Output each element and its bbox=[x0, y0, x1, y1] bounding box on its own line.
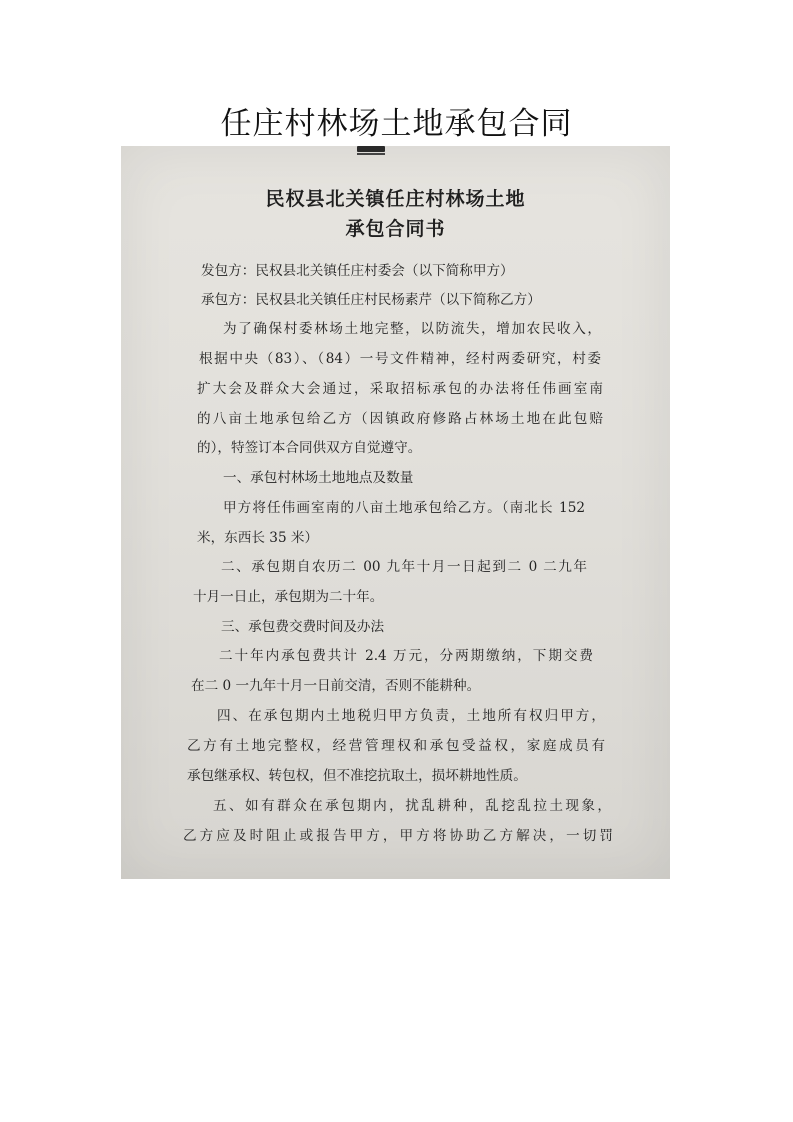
paper-tab-mark bbox=[357, 146, 385, 152]
section-heading: 一、承包村林场土地地点及数量 bbox=[223, 470, 414, 486]
page-title: 任庄村林场土地承包合同 bbox=[220, 106, 573, 142]
section-heading: 三、承包费交费时间及办法 bbox=[221, 619, 385, 635]
body-line: 乙方应及时阻止或报告甲方，甲方将协助乙方解决，一切罚 bbox=[183, 828, 613, 844]
body-line: 二、承包期自农历二 00 九年十月一日起到二 0 二九年 bbox=[221, 559, 587, 575]
body-line: 米，东西长 35 米） bbox=[197, 530, 319, 546]
body-line: 扩大会及群众大会通过，采取招标承包的办法将任伟画室南 bbox=[197, 381, 603, 397]
document-heading-line2: 承包合同书 bbox=[345, 218, 446, 240]
body-line: 十月一日止，承包期为二十年。 bbox=[193, 589, 384, 605]
body-line: 的八亩土地承包给乙方（因镇政府修路占林场土地在此包赔 bbox=[197, 411, 603, 427]
body-line: 甲方将任伟画室南的八亩土地承包给乙方。（南北长 152 bbox=[223, 500, 585, 516]
body-line: 二十年内承包费共计 2.4 万元，分两期缴纳，下期交费 bbox=[219, 648, 593, 664]
paper-tab-mark-line bbox=[357, 153, 385, 155]
body-line: 在二 0 一九年十月一日前交清，否则不能耕种。 bbox=[191, 678, 481, 694]
body-line: 根据中央（83）、（84）一号文件精神，经村两委研究，村委 bbox=[199, 351, 601, 367]
body-line: 的），特签订本合同供双方自觉遵守。 bbox=[197, 440, 422, 456]
party-b-line: 承包方：民权县北关镇任庄村民杨素芹（以下简称乙方） bbox=[201, 292, 541, 308]
body-line: 四、在承包期内土地税归甲方负责，土地所有权归甲方， bbox=[217, 708, 605, 724]
document-photo bbox=[121, 146, 670, 879]
document-heading-line1: 民权县北关镇任庄村林场土地 bbox=[265, 188, 526, 210]
body-line: 五、如有群众在承包期内，扰乱耕种，乱挖乱拉土现象， bbox=[213, 798, 611, 814]
body-line: 承包继承权、转包权，但不准挖抗取土，损坏耕地性质。 bbox=[187, 768, 527, 784]
body-line: 为了确保村委林场土地完整，以防流失，增加农民收入， bbox=[223, 321, 601, 337]
body-line: 乙方有土地完整权，经营管理权和承包受益权，家庭成员有 bbox=[187, 738, 605, 754]
party-a-line: 发包方：民权县北关镇任庄村委会（以下简称甲方） bbox=[201, 263, 514, 279]
